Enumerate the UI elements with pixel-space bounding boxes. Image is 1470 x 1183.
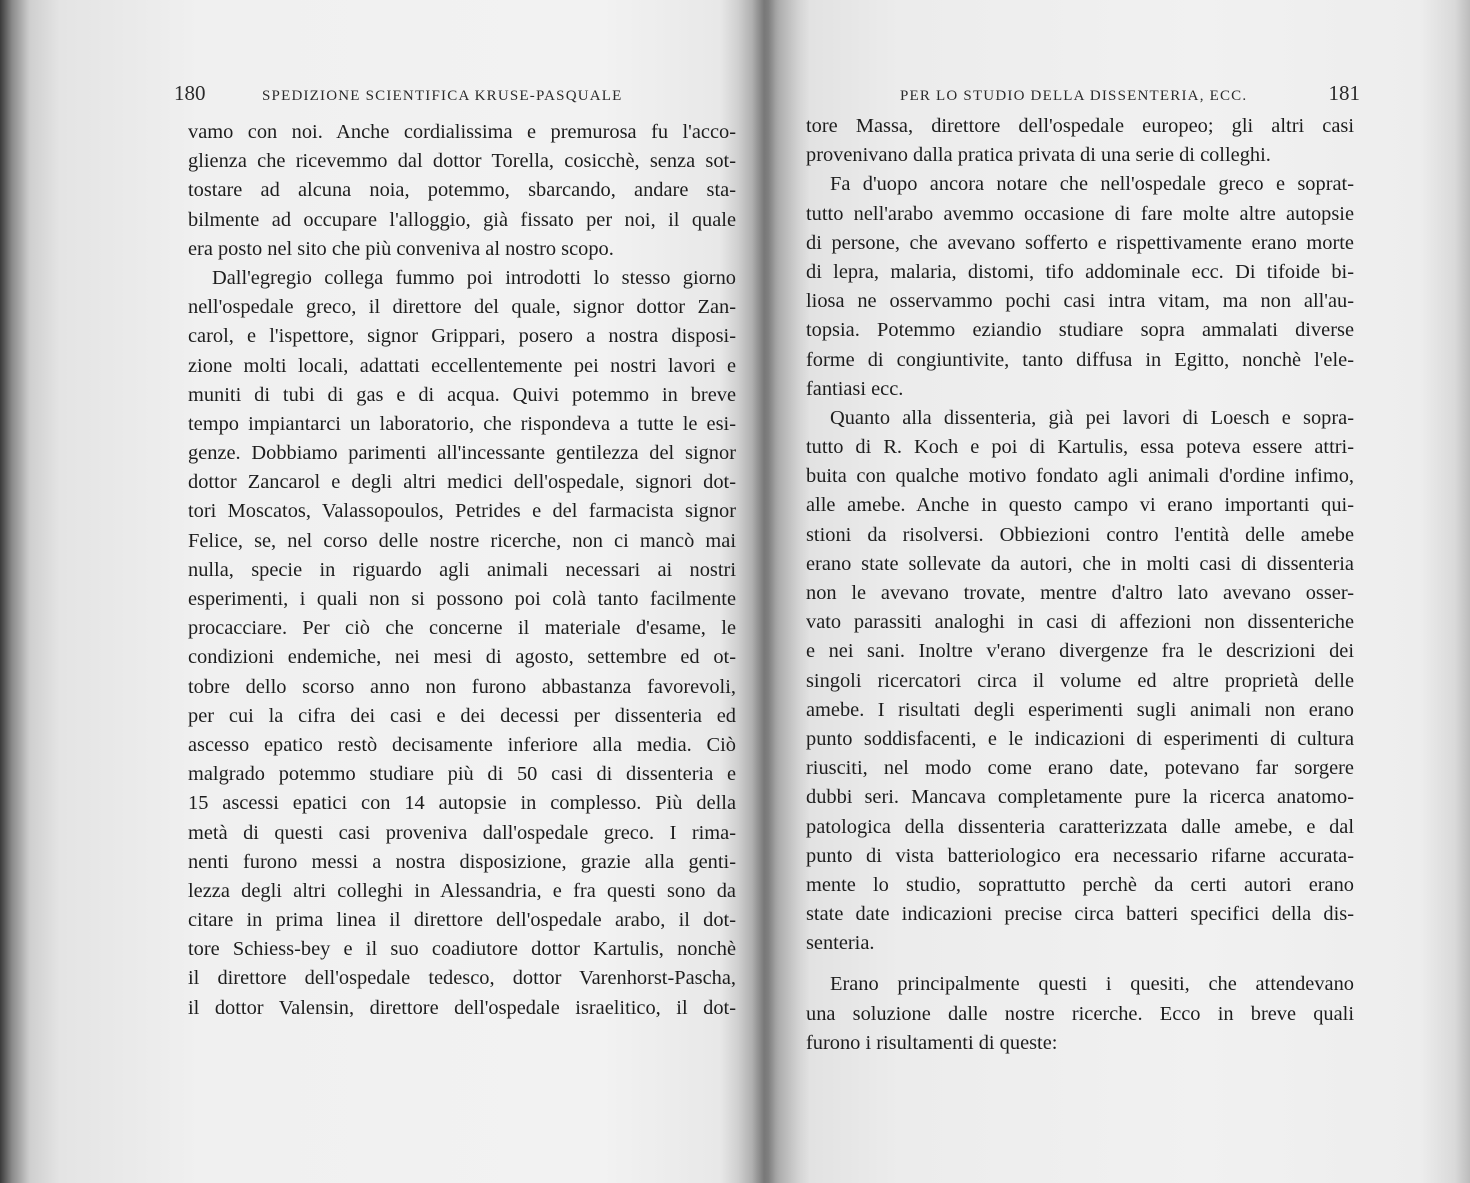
right-paragraph-2 — [806, 170, 1354, 404]
text-line: muniti di tubi di gas e di acqua. Quivi potemmo in breve — [188, 383, 736, 406]
text-line: tori Moscatos, Valassopoulos, Petrides e del farmacista signor — [188, 500, 736, 523]
right-paragraph-4 — [806, 970, 1354, 1058]
text-line: ascesso epatico restò decisamente inferiore alla media. Ciò — [188, 733, 736, 756]
text-line: il dottor Valensin, direttore dell'ospedale israelitico, il dot- — [188, 996, 736, 1019]
text-line: punto di vista batteriologico era necessario rifarne accurata- — [806, 844, 1354, 867]
text-line: erano state sollevate da autori, che in molti casi di dissenteria — [806, 552, 1354, 575]
text-line: tostare ad alcuna noia, potemmo, sbarcando, andare sta- — [188, 179, 736, 202]
text-line: forme di congiuntivite, tanto diffusa in Egitto, nonchè l'ele- — [806, 348, 1354, 371]
left-paragraph-1 — [188, 118, 736, 264]
text-line: tutto nell'arabo avemmo occasione di fare molte altre autopsie — [806, 202, 1354, 225]
text-line: procacciare. Per ciò che concerne il materiale d'esame, le — [188, 617, 736, 640]
text-line: riusciti, nel modo come erano date, potevano far sorgere — [806, 757, 1354, 780]
text-line: dubbi seri. Mancava completamente pure la ricerca anatomo- — [806, 786, 1354, 809]
text-line: metà di questi casi proveniva dall'ospedale greco. I rima- — [188, 821, 736, 844]
text-line: era posto nel sito che più conveniva al nostro scopo. — [188, 237, 614, 260]
text-line: tempo impiantarci un laboratorio, che rispondeva a tutte le esi- — [188, 412, 736, 435]
text-line: zione molti locali, adattati eccellentemente pei nostri lavori e — [188, 354, 736, 377]
text-line: Felice, se, nel corso delle nostre ricerche, non ci mancò mai — [188, 529, 736, 552]
text-line: e nei sani. Inoltre v'erano divergenze fra le descrizioni dei — [806, 640, 1354, 663]
left-page-number: 180 — [174, 81, 206, 105]
text-line: senteria. — [806, 932, 875, 955]
text-line: patologica della dissenteria caratterizzata dalle amebe, e dal — [806, 815, 1354, 838]
text-line: vato parassiti analoghi in casi di affezioni non dissenteriche — [806, 611, 1354, 634]
text-line: nenti furono messi a nostra disposizione, grazie alla genti- — [188, 850, 736, 873]
text-line: Fa d'uopo ancora notare che nell'ospedale greco e soprat- — [830, 173, 1354, 196]
text-line: tore Massa, direttore dell'ospedale europeo; gli altri casi — [806, 115, 1354, 137]
left-paragraph-2 — [188, 264, 736, 1023]
left-body-text — [188, 118, 736, 1023]
text-line: per cui la cifra dei casi e dei decessi per dissenteria ed — [188, 704, 736, 727]
text-line: di lepra, malaria, distomi, tifo addominale ecc. Di tifoide bi- — [806, 260, 1354, 283]
left-running-head — [174, 81, 736, 116]
text-line: mente lo studio, soprattutto perchè da certi autori erano — [806, 873, 1354, 896]
text-line: punto soddisfacenti, e le indicazioni di esperimenti di cultura — [806, 727, 1354, 750]
text-line: provenivano dalla pratica privata di una serie di colleghi. — [806, 144, 1271, 167]
text-line: Quanto alla dissenteria, già pei lavori di Loesch e sopra- — [830, 406, 1354, 429]
text-line: glienza che ricevemmo dal dottor Torella, cosicchè, senza sot- — [188, 150, 736, 173]
book-gutter — [738, 0, 798, 1183]
right-running-title: PER LO STUDIO DELLA DISSENTERIA, ECC. — [900, 88, 1248, 104]
text-line: citare in prima linea il direttore dell'ospedale arabo, il dot- — [188, 909, 736, 932]
text-line: furono i risultamenti di queste: — [806, 1031, 1058, 1054]
right-paragraph-3 — [806, 404, 1354, 959]
text-line: carol, e l'ispettore, signor Grippari, posero a nostra disposi- — [188, 325, 736, 348]
right-page — [806, 0, 1360, 1183]
left-page — [174, 0, 736, 1183]
text-line: fantiasi ecc. — [806, 377, 904, 400]
text-line: tobre dello scorso anno non furono abbastanza favorevoli, — [188, 675, 736, 698]
text-line: esperimenti, i quali non si possono poi colà tanto facilmente — [188, 588, 736, 610]
right-page-number: 181 — [1328, 81, 1360, 105]
text-line: 15 ascessi epatici con 14 autopsie in complesso. Più della — [188, 792, 736, 815]
text-line: Erano principalmente questi i quesiti, che attendevano — [830, 973, 1354, 996]
text-line: alle amebe. Anche in questo campo vi erano importanti qui- — [806, 494, 1354, 517]
text-line: stioni da risolversi. Obbiezioni contro l'entità delle amebe — [806, 523, 1354, 546]
text-line: singoli ricercatori circa il volume ed altre proprietà delle — [806, 669, 1354, 692]
text-line: buita con qualche motivo fondato agli animali d'ordine infimo, — [806, 465, 1354, 488]
text-line: bilmente ad occupare l'alloggio, già fissato per noi, il quale — [188, 208, 736, 231]
text-line: malgrado potemmo studiare più di 50 casi di dissenteria e — [188, 763, 736, 786]
right-body-text — [806, 112, 1354, 1058]
text-line: amebe. I risultati degli esperimenti sugli animali non erano — [806, 698, 1354, 721]
text-line: condizioni endemiche, nei mesi di agosto, settembre ed ot- — [188, 646, 736, 669]
text-line: una soluzione dalle nostre ricerche. Ecco in breve quali — [806, 1002, 1354, 1025]
text-line: nulla, specie in riguardo agli animali necessari ai nostri — [188, 558, 736, 581]
text-line: Dall'egregio collega fummo poi introdotti lo stesso giorno — [212, 266, 736, 289]
text-line: topsia. Potemmo eziandio studiare sopra ammalati diverse — [806, 319, 1354, 342]
text-line: vamo con noi. Anche cordialissima e premurosa fu l'acco- — [188, 121, 736, 143]
text-line: liosa ne osservammo pochi casi intra vitam, ma non all'au- — [806, 290, 1354, 313]
text-line: lezza degli altri colleghi in Alessandria, e fra questi sono da — [188, 879, 736, 902]
text-line: genze. Dobbiamo parimenti all'incessante gentilezza del signor — [188, 442, 736, 465]
left-running-title: SPEDIZIONE SCIENTIFICA KRUSE-PASQUALE — [262, 88, 623, 104]
text-line: il direttore dell'ospedale tedesco, dottor Varenhorst-Pascha, — [188, 967, 736, 990]
right-paragraph-1 — [806, 112, 1354, 170]
text-line: di persone, che avevano sofferto e rispettivamente erano morte — [806, 231, 1354, 254]
text-line: state date indicazioni precise circa batteri specifici della dis- — [806, 903, 1354, 926]
text-line: tutto di R. Koch e poi di Kartulis, essa poteva essere attri- — [806, 436, 1354, 459]
text-line: non le avevano trovate, mentre d'altro lato avevano osser- — [806, 582, 1354, 604]
text-line: dottor Zancarol e degli altri medici dell'ospedale, signori dot- — [188, 471, 736, 494]
text-line: tore Schiess-bey e il suo coadiutore dottor Kartulis, nonchè — [188, 938, 736, 961]
text-line: nell'ospedale greco, il direttore del quale, signor dottor Zan- — [188, 296, 736, 319]
